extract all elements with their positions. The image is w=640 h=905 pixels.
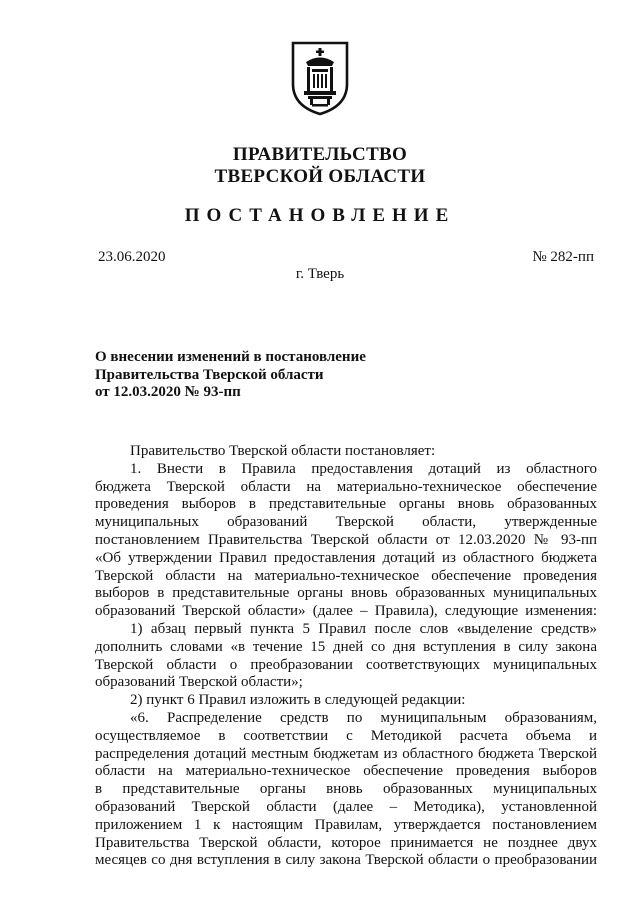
document-number: № 282-пп (532, 249, 594, 265)
body-line: постановлением Правительства Тверской области от 12.03.2020 № 93-пп (95, 531, 597, 548)
body-line: приложением 1 к настоящим Правилам, утверждается постановлением (95, 816, 597, 833)
body-line: месяцев со дня вступления в силу закона Тверской области о преобразовании (95, 852, 597, 869)
document-type: ПОСТАНОВЛЕНИЕ (184, 205, 456, 226)
document-date: 23.06.2020 (98, 249, 166, 265)
subject-line: Правительства Тверской области (95, 366, 324, 383)
body-line: 1) абзац первый пункта 5 Правил после слов «выделение средств» (130, 620, 597, 637)
body-line: образований Тверской области (далее – Методика), установленной (95, 798, 597, 815)
document-city: г. Тверь (295, 266, 345, 282)
body-line: 1. Внести в Правила предоставления дотаций из областного (130, 460, 597, 477)
organization-name-line2: ТВЕРСКОЙ ОБЛАСТИ (214, 166, 426, 187)
subject-line: от 12.03.2020 № 93-пп (95, 384, 241, 400)
body-line: 2) пункт 6 Правил изложить в следующей редакции: (130, 692, 466, 709)
body-line: Тверской области на материально-техническое обеспечение проведения (95, 567, 597, 584)
coat-of-arms-emblem (290, 40, 350, 116)
body-line: Тверской области о преобразовании соответствующих муниципальных (95, 656, 597, 673)
body-line: в представительные органы вновь образованных муниципальных (95, 781, 597, 798)
subject-line: О внесении изменений в постановление (95, 349, 366, 365)
body-line: образований Тверской области» (далее – Правила), следующие изменения: (95, 603, 597, 620)
document-subject (95, 349, 366, 402)
body-line: Правительство Тверской области постановляет: (130, 443, 436, 459)
body-line: осуществляемое в соответствии с Методикой расчета объема и (95, 727, 597, 744)
document-body (95, 443, 597, 870)
body-line: «Об утверждении Правил предоставления дотаций из областного бюджета (95, 549, 597, 566)
body-line: дополнить словами «в течение 15 дней со дня вступления в силу закона (95, 638, 597, 655)
body-line: Правительства Тверской области, которое принимается не позднее двух (95, 834, 597, 851)
body-line: распределения дотаций местным бюджетам из областного бюджета Тверской (95, 745, 597, 762)
organization-name-line1: ПРАВИТЕЛЬСТВО (232, 144, 408, 165)
body-line: «6. Распределение средств по муниципальным образованиям, (130, 709, 597, 726)
body-line: образований Тверской области»; (95, 674, 303, 691)
body-line: муниципальных образований Тверской области, утвержденные (95, 514, 597, 531)
body-line: бюджета Тверской области на материально-техническое обеспечение (95, 478, 597, 495)
body-line: области на материально-техническое обеспечение проведения выборов (95, 763, 597, 780)
body-line: выборов в представительные органы вновь образованных муниципальных (95, 585, 597, 602)
body-line: проведения выборов в представительные органы вновь образованных (95, 496, 597, 513)
